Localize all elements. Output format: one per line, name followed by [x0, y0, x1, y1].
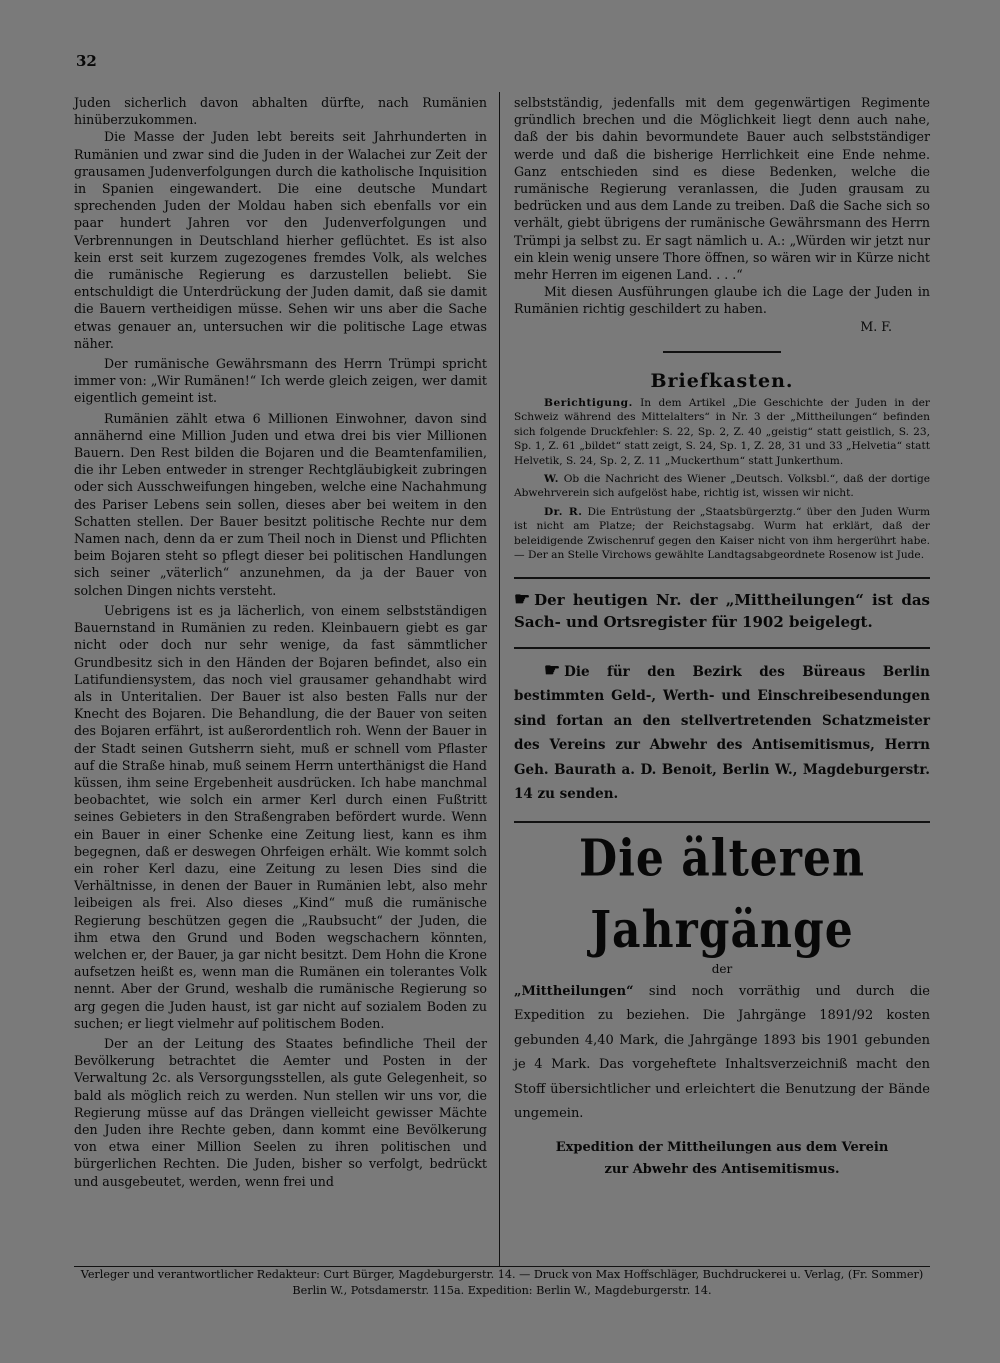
briefkasten-title: Briefkasten. — [650, 369, 794, 392]
paragraph: Der an der Leitung des Staates befindliche Theil der Bevölkerung betrachtet die Aemter und Posten in der Verwaltung 2c. als Versorgungsstellen, als gute Gelegenheit, so bald als möglich reich zu werden. Nun stellen wir uns vor, die Regierung müsse auf das Drängen vielleicht gewisser Mächte den Juden ihre Rechte geben, dann kommt eine Bevölkerung von etwa einer Million Seelen zu ihren politischen und bürgerlichen Rechten. Die Juden, bisher so verfolgt, bedrückt und ausgebeutet, werden, wenn frei und — [74, 1035, 487, 1189]
paragraph: Juden sicherlich davon abhalten dürfte, nach Rumänien hinüberzukommen. — [74, 95, 487, 128]
paragraph: selbstständig, jedenfalls mit dem gegenwärtigen Regimente gründlich brechen und die Möglichkeit liegt denn auch nahe, daß der bis dahin bevormundete Bauer auch selbstständiger werde und daß die bisherige Herrlichkeit eine Ende nehme. Ganz entschieden sind es diese Bedenken, welche die rumänische Regierung veranlassen, die Juden grausam zu bedrücken und aus dem Lande zu treiben. Daß die Sache sich so verhält, giebt übrigens der rumänische Gewährsmann des Herrn Trümpi ja selbst zu. Er sagt nämlich u. A.: „Würden wir jetzt nur ein klein wenig unsere Thore öffnen, so wären wir in Kürze nicht mehr Herren im eigenen Land. . . .“ — [514, 95, 930, 283]
advertisement — [514, 828, 930, 1181]
footer-line: Berlin W., Potsdamerstr. 115a. Expedition: Berlin W., Magdeburgerstr. 14. — [292, 1284, 712, 1297]
entry-head: W. — [544, 473, 559, 486]
page-number: 32 — [76, 52, 97, 70]
signature: M. F. — [860, 318, 892, 334]
ad-title: Die älteren Jahrgänge — [579, 828, 865, 959]
ad-expedition — [514, 1137, 930, 1181]
imprint-footer — [74, 1267, 930, 1299]
ad-der: der — [711, 961, 733, 976]
notice-register — [514, 589, 930, 633]
paragraph: Mit diesen Ausführungen glaube ich die Lage der Juden in Rumänien richtig geschildert zu haben. — [514, 284, 930, 317]
section-divider — [514, 647, 930, 649]
briefkasten-entry — [514, 472, 930, 501]
left-column — [74, 94, 487, 1190]
ad-lead: „Mittheilungen“ — [514, 983, 634, 999]
entry-text: Ob die Nachricht des Wiener „Deutsch. Volksbl.“, daß der dortige Abwehrverein sich aufgelöst habe, richtig ist, wissen wir nicht. — [514, 473, 930, 500]
entry-text: In dem Artikel „Die Geschichte der Juden in der Schweiz während des Mittelalters“ in Nr. 3 der „Mittheilungen“ befinden sich folgende Druckfehler: S. 22, Sp. 2, Z. 40 „geistig“ statt geistlich, S. 23, Sp. 1, Z. 61 „bildet“ statt zeigt, S. 24, Sp. 1, Z. 28, 31 und 33 „Helvetia“ statt Helvetik, S. 24, Sp. 2, Z. 11 „Muckerthum“ statt Junkerthum. — [514, 397, 930, 467]
section-divider — [514, 577, 930, 579]
briefkasten-entries — [514, 396, 930, 562]
briefkasten-entry — [514, 505, 930, 563]
section-divider — [514, 821, 930, 823]
briefkasten-entry — [514, 396, 930, 468]
expedition-line: Expedition der Mittheilungen aus dem Verein — [555, 1139, 889, 1155]
footer-line: Verleger und verantwortlicher Redakteur: Curt Bürger, Magdeburgerstr. 14. — Druck von Max Hoffschläger, Buchdruckerei u. Verlag, (Fr. Sommer) — [80, 1268, 924, 1281]
paragraph: Uebrigens ist es ja lächerlich, von einem selbstständigen Bauernstand in Rumänien zu reden. Kleinbauern giebt es gar nicht oder doch nur sehr wenige, da fast sämmtlicher Grundbesitz sich in den Händen der Bojaren befindet, also ein Latifundiensystem, das noch viel grausamer gehandhabt wird als in Unteritalien. Der Bauer ist also besten Falls nur der Knecht des Bojaren. Die Behandlung, die der Bauer von seiten des Bojaren erfährt, ist außerordentlich roh. Wenn der Bauer in der Stadt seinen Gutsherrn sieht, muß er schnell vom Pflaster auf die Straße hinab, muß seinem Herrn unterthänigst die Hand küssen, ihm seine Ergebenheit ausdrücken. Ich habe manchmal beobachtet, wie solch ein armer Kerl durch einen Fußtritt seines Gebieters in den Straßengraben befördert wurde. Wenn ein Bauer in einer Schenke eine Zeitung liest, kann es ihm begegnen, daß er deswegen Ohrfeigen erhält. Wie kommt solch ein roher Kerl dazu, eine Zeitung zu lesen Dies sind die Verhältnisse, in denen der Bauer in Rumänien lebt, also mehr leibeigen als frei. Also dieses „Kind“ muß die rumänische Regierung beschützen gegen die „Raubsucht“ der Juden, die ihm etwa den Grund und Boden wegschachern könnten, welchen er, der Bauer, ja gar nicht besitzt. Dem Hohn die Krone aufsetzen heißt es, wenn man die Rumänen ein tolerantes Volk nennt. Aber der Grund, weshalb die rumänische Regierung so arg gegen die Juden haust, ist gar nicht auf sozialem Boden zu suchen; er liegt vielmehr auf politischem Boden. — [74, 602, 487, 1031]
ad-text: sind noch vorräthig und durch die Expedition zu beziehen. Die Jahrgänge 1891/92 kosten gebunden 4,40 Mark, die Jahrgänge 1893 bis 1901 gebunden je 4 Mark. Das vorgeheftete Inhaltsverzeichniß macht den Stoff übersichtlicher und erleichtert die Benutzung der Bände ungemein. — [514, 983, 930, 1122]
column-divider — [499, 92, 500, 1267]
notice-text: Die für den Bezirk des Büreaus Berlin bestimmten Geld-, Werth- und Einschreibesendungen sind fortan an den stellvertretenden Schatzmeister des Vereins zur Abwehr des Antisemitismus, Herrn Geh. Baurath a. D. Benoit, Berlin W., Magdeburgerstr. 14 zu senden. — [514, 663, 930, 803]
right-column — [514, 94, 930, 1181]
entry-text: Die Entrüstung der „Staatsbürgerztg.“ über den Juden Wurm ist nicht am Platze; der Reichstagsabg. Wurm hat erklärt, daß der beleidigende Zwischenruf gegen den Kaiser nicht von ihm hergerührt habe. — Der an Stelle Virchows gewählte Landtagsabgeordnete Rosenow ist Jude. — [514, 505, 930, 562]
notice-text: Der heutigen Nr. der „Mittheilungen“ ist das Sach- und Ortsregister für 1902 beigelegt. — [514, 590, 930, 631]
section-divider — [663, 351, 781, 353]
paragraph: Rumänien zählt etwa 6 Millionen Einwohner, davon sind annähernd eine Million Juden und etwa drei bis vier Millionen Bauern. Den Rest bilden die Bojaren und die Beamtenfamilien, die ihr Leben entweder in strenger Rechtgläubigkeit zubringen oder sich Ausschweifungen hingeben, welche eine Nachahmung des Pariser Lebens sein sollen, dieses aber bei weitem in den Schatten stellen. Der Bauer besitzt politische Rechte nur dem Namen nach, denn da er zum Theil noch in Dienst und Pflichten beim Bojaren steht so pflegt dieser bei politischen Handlungen sich seiner „väterlich“ anzunehmen, da ja der Bauer von solchen Dingen nichts versteht. — [74, 410, 487, 598]
paragraph: Die Masse der Juden lebt bereits seit Jahrhunderten in Rumänien und zwar sind die Juden in der Walachei zur Zeit der grausamen Judenverfolgungen durch die katholische Inquisition in Spanien eingewandert. Die eine deutsche Mundart sprechenden Juden der Moldau haben sich ebenfalls vor ein paar hundert Jahren vor den Judenverfolgungen und Verbrennungen in Deutschland hierher geflüchtet. Es ist also kein erst seit kurzem zugezogenes fremdes Volk, als welches die rumänische Regierung es darzustellen beliebt. Sie entschuldigt die Unterdrückung der Juden damit, daß sie damit die Bauern vertheidigen müsse. Sehen wir uns aber die Sache etwas genauer an, untersuchen wir die politische Lage etwas näher. — [74, 129, 487, 351]
expedition-line: zur Abwehr des Antisemitismus. — [604, 1161, 840, 1177]
entry-head: Dr. R. — [544, 505, 583, 518]
notice-payments — [514, 659, 930, 807]
paragraph: Der rumänische Gewährsmann des Herrn Trümpi spricht immer von: „Wir Rumänen!“ Ich werde gleich zeigen, wer damit eigentlich gemeint ist. — [74, 356, 487, 406]
pointing-hand-icon: ☛ — [544, 659, 559, 681]
entry-head: Berichtigung. — [544, 397, 633, 410]
pointing-hand-icon: ☛ — [514, 588, 529, 610]
